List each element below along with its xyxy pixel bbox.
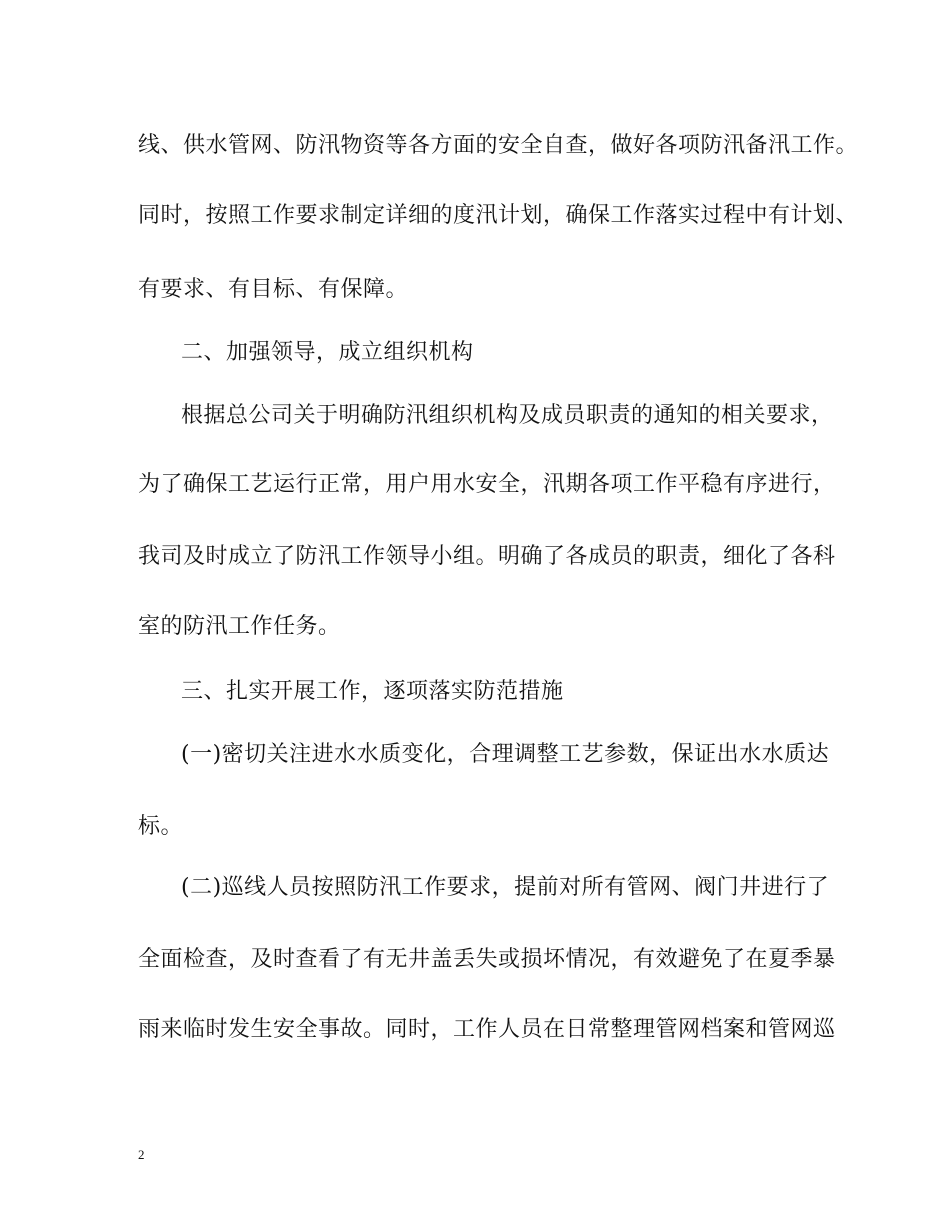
text-line-2: 同时，按照工作要求制定详细的度汛计划，确保工作落实过程中有计划、 bbox=[138, 203, 859, 228]
text-line-14: 雨来临时发生安全事故。同时，工作人员在日常整理管网档案和管网巡 bbox=[138, 1017, 836, 1042]
text-line-11: 标。 bbox=[138, 814, 184, 839]
text-line-10: (一)密切关注进水水质变化，合理调整工艺参数，保证出水水质达 bbox=[181, 742, 830, 767]
text-line-7: 我司及时成立了防汛工作领导小组。明确了各成员的职责，细化了各科 bbox=[138, 544, 836, 569]
text-line-12: (二)巡线人员按照防汛工作要求，提前对所有管网、阀门井进行了 bbox=[181, 875, 830, 900]
text-line-13: 全面检查，及时查看了有无井盖丢失或损坏情况，有效避免了在夏季暴 bbox=[138, 947, 836, 972]
page-number: 2 bbox=[138, 1147, 145, 1162]
text-line-5: 根据总公司关于明确防汛组织机构及成员职责的通知的相关要求， bbox=[181, 403, 834, 428]
section-heading-3: 三、扎实开展工作，逐项落实防范措施 bbox=[181, 679, 564, 704]
text-line-6: 为了确保工艺运行正常，用户用水安全，汛期各项工作平稳有序进行， bbox=[138, 472, 836, 497]
section-heading-2: 二、加强领导，成立组织机构 bbox=[181, 340, 474, 365]
text-line-1: 线、供水管网、防汛物资等各方面的安全自查，做好各项防汛备汛工作。 bbox=[138, 133, 859, 158]
text-line-3: 有要求、有目标、有保障。 bbox=[138, 277, 409, 302]
text-line-8: 室的防汛工作任务。 bbox=[138, 614, 341, 639]
